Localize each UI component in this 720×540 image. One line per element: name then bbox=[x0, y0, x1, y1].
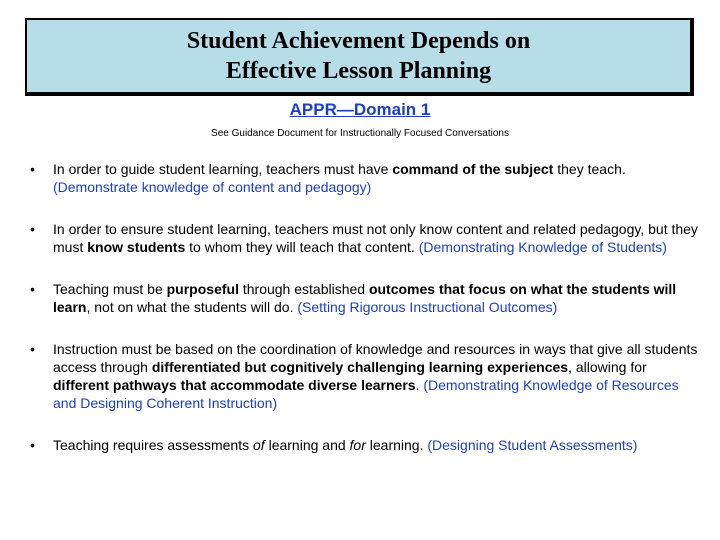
guidance-note: See Guidance Document for Instructionally Focused Conversations bbox=[211, 128, 509, 139]
list-item bbox=[30, 436, 700, 454]
title-line-2: Effective Lesson Planning bbox=[225, 58, 492, 84]
bullet-text: Teaching requires assessments bbox=[53, 437, 253, 453]
bullet-text: Teaching must be bbox=[53, 281, 167, 297]
list-item bbox=[30, 340, 700, 412]
bullet-text: they teach. bbox=[553, 161, 626, 177]
domain-component: (Setting Rigorous Instructional Outcomes) bbox=[297, 299, 558, 315]
bullet-text: Instruction must be based on the coordination of knowledge and resources in ways that give all students access through bbox=[53, 341, 698, 375]
bullet-icon: • bbox=[30, 221, 35, 237]
list-item bbox=[30, 280, 700, 316]
bullet-list bbox=[30, 160, 700, 478]
bullet-text: learning and bbox=[264, 437, 350, 453]
bullet-text: to whom they will teach that content. bbox=[185, 239, 415, 255]
bullet-text: learning. bbox=[365, 437, 424, 453]
bullet-italic: for bbox=[349, 437, 366, 453]
bullet-text: . bbox=[415, 377, 420, 393]
domain-component: (Demonstrate knowledge of content and pedagogy) bbox=[53, 179, 372, 195]
bullet-text: through established bbox=[238, 281, 369, 297]
subtitle: APPR—Domain 1 bbox=[289, 100, 431, 119]
bullet-icon: • bbox=[30, 281, 35, 297]
bullet-text: , not on what the students will do. bbox=[86, 299, 294, 315]
domain-component: (Designing Student Assessments) bbox=[427, 437, 638, 453]
bullet-bold: purposeful bbox=[166, 281, 239, 297]
bullet-text: , allowing for bbox=[568, 359, 647, 375]
bullet-icon: • bbox=[30, 341, 35, 357]
bullet-icon: • bbox=[30, 437, 35, 453]
bullet-bold: outcomes that focus on what the students will learn bbox=[53, 281, 677, 315]
list-item bbox=[30, 220, 700, 256]
bullet-text: In order to guide student learning, teachers must have bbox=[53, 161, 393, 177]
bullet-italic: of bbox=[253, 437, 265, 453]
bullet-bold: know students bbox=[87, 239, 186, 255]
bullet-text: In order to ensure student learning, teachers must not only know content and related pedagogy, but they must bbox=[53, 221, 698, 255]
bullet-bold: different pathways that accommodate diverse learners bbox=[53, 377, 416, 393]
bullet-bold: differentiated but cognitively challenging learning experiences bbox=[151, 359, 569, 375]
title-box bbox=[25, 18, 694, 96]
title-line-1: Student Achievement Depends on bbox=[186, 28, 531, 54]
bullet-bold: command of the subject bbox=[392, 161, 554, 177]
domain-component: (Demonstrating Knowledge of Resources and Designing Coherent Instruction) bbox=[53, 377, 679, 411]
bullet-icon: • bbox=[30, 161, 35, 177]
list-item bbox=[30, 160, 700, 196]
domain-component: (Demonstrating Knowledge of Students) bbox=[418, 239, 667, 255]
slide-title bbox=[187, 26, 530, 86]
